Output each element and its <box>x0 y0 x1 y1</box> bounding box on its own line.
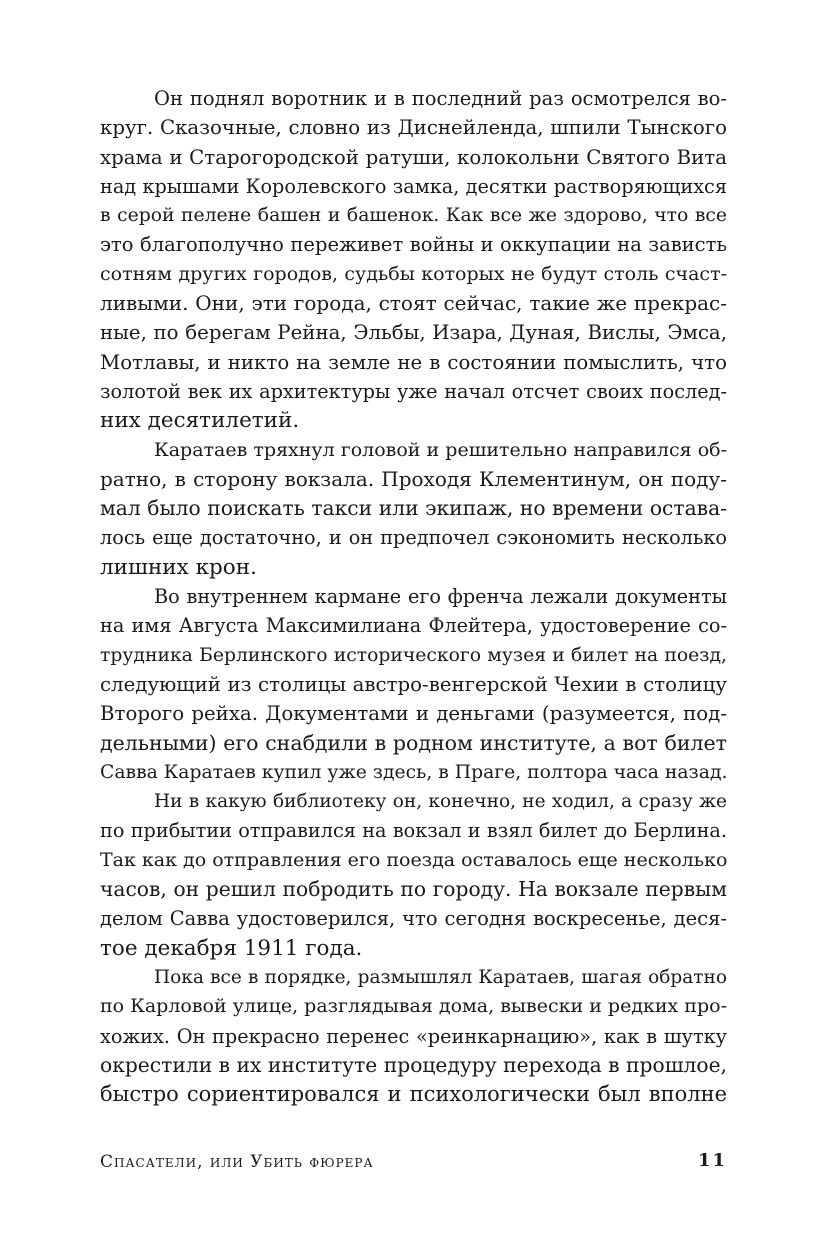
body-text <box>100 84 727 1109</box>
text-line: Он поднял воротник и в последний раз осмотрелся во- <box>154 87 727 110</box>
text-line: сотням других городов, судьбы которых не будут столь счаст- <box>100 262 727 285</box>
text-line: лишних крон. <box>100 554 257 580</box>
text-line: Второго рейха. Документами и деньгами (разумеется, под- <box>100 702 727 726</box>
text-line: Ни в какую библиотеку он, конечно, не ходил, а сразу же <box>154 791 727 813</box>
text-line: ратно, в сторону вокзала. Проходя Клементинум, он поду- <box>100 466 727 491</box>
text-line: часов, он решил побродить по городу. На вокзале первым <box>100 877 727 902</box>
text-line: это благополучно переживет войны и оккупации на зависть <box>100 233 727 257</box>
text-line: по прибытии отправился на вокзал и взял билет до Берлина. <box>100 819 727 843</box>
text-line: дельными) его снабдили в родном институте, а вот билет <box>100 730 727 755</box>
text-line: тое декабря 1911 года. <box>100 935 363 961</box>
text-line: ливыми. Они, эти города, стоят сейчас, такие же прекрас- <box>100 291 727 316</box>
text-line: хожих. Он прекрасно перенес «реинкарнацию», как в шутку <box>100 1024 727 1048</box>
text-line: на имя Августа Максимилиана Флейтера, удостоверение со- <box>100 614 727 638</box>
text-line: них десятилетий. <box>100 408 300 434</box>
text-line: окрестили в их институте процедуру перехода в прошлое, <box>100 1052 727 1077</box>
paragraph-2 <box>100 436 727 582</box>
paragraph-1 <box>100 84 727 436</box>
text-line: Мотлавы, и никто на земле не в состоянии помыслить, что <box>100 350 727 374</box>
text-line: храма и Старогородской ратуши, колокольни Святого Вита <box>100 145 727 169</box>
text-line: Так как до отправления его поезда оставалось еще несколько <box>100 848 728 871</box>
text-line: следующий из столицы австро-венгерской Чехии в столицу <box>100 672 727 696</box>
text-line: Пока все в порядке, размышлял Каратаев, шагая обратно <box>154 966 727 988</box>
text-line: Каратаев тряхнул головой и решительно направился об- <box>154 438 727 461</box>
running-footer-title: Спасатели, или Убить фюрера <box>100 1152 374 1172</box>
text-line: золотой век их архитектуры уже начал отсчет своих послед- <box>100 379 727 403</box>
text-line: Савва Каратаев купил уже здесь, в Праге, полтора часа назад. <box>100 761 728 783</box>
text-line: круг. Сказочные, словно из Диснейленда, шпили Тынского <box>100 116 727 140</box>
text-line: Во внутреннем кармане его френча лежали документы <box>154 585 727 609</box>
text-line: трудника Берлинского исторического музея и билет на поезд, <box>100 644 727 666</box>
paragraph-4 <box>100 787 727 963</box>
text-line: мал было поискать такси или экипаж, но времени оставa- <box>100 496 727 521</box>
text-line: по Карловой улице, разглядывая дома, вывески и редких про- <box>100 995 727 1018</box>
paragraph-3 <box>100 582 727 787</box>
text-line: лось еще достаточно, и он предпочел сэкономить несколько <box>100 526 727 550</box>
text-line: в серой пелене башен и башенок. Как все же здорово, что все <box>100 205 727 227</box>
page-number: 11 <box>697 1150 727 1171</box>
text-line: над крышами Королевского замка, десятки растворяющихся <box>100 174 727 198</box>
paragraph-5 <box>100 963 727 1109</box>
text-line: делом Савва удостоверился, что сегодня воскресенье, деся- <box>100 907 727 931</box>
text-line: ные, по берегам Рейна, Эльбы, Изара, Дуная, Вислы, Эмса, <box>100 321 727 345</box>
text-line: быстро сориентировался и психологически был вполне <box>100 1082 727 1107</box>
